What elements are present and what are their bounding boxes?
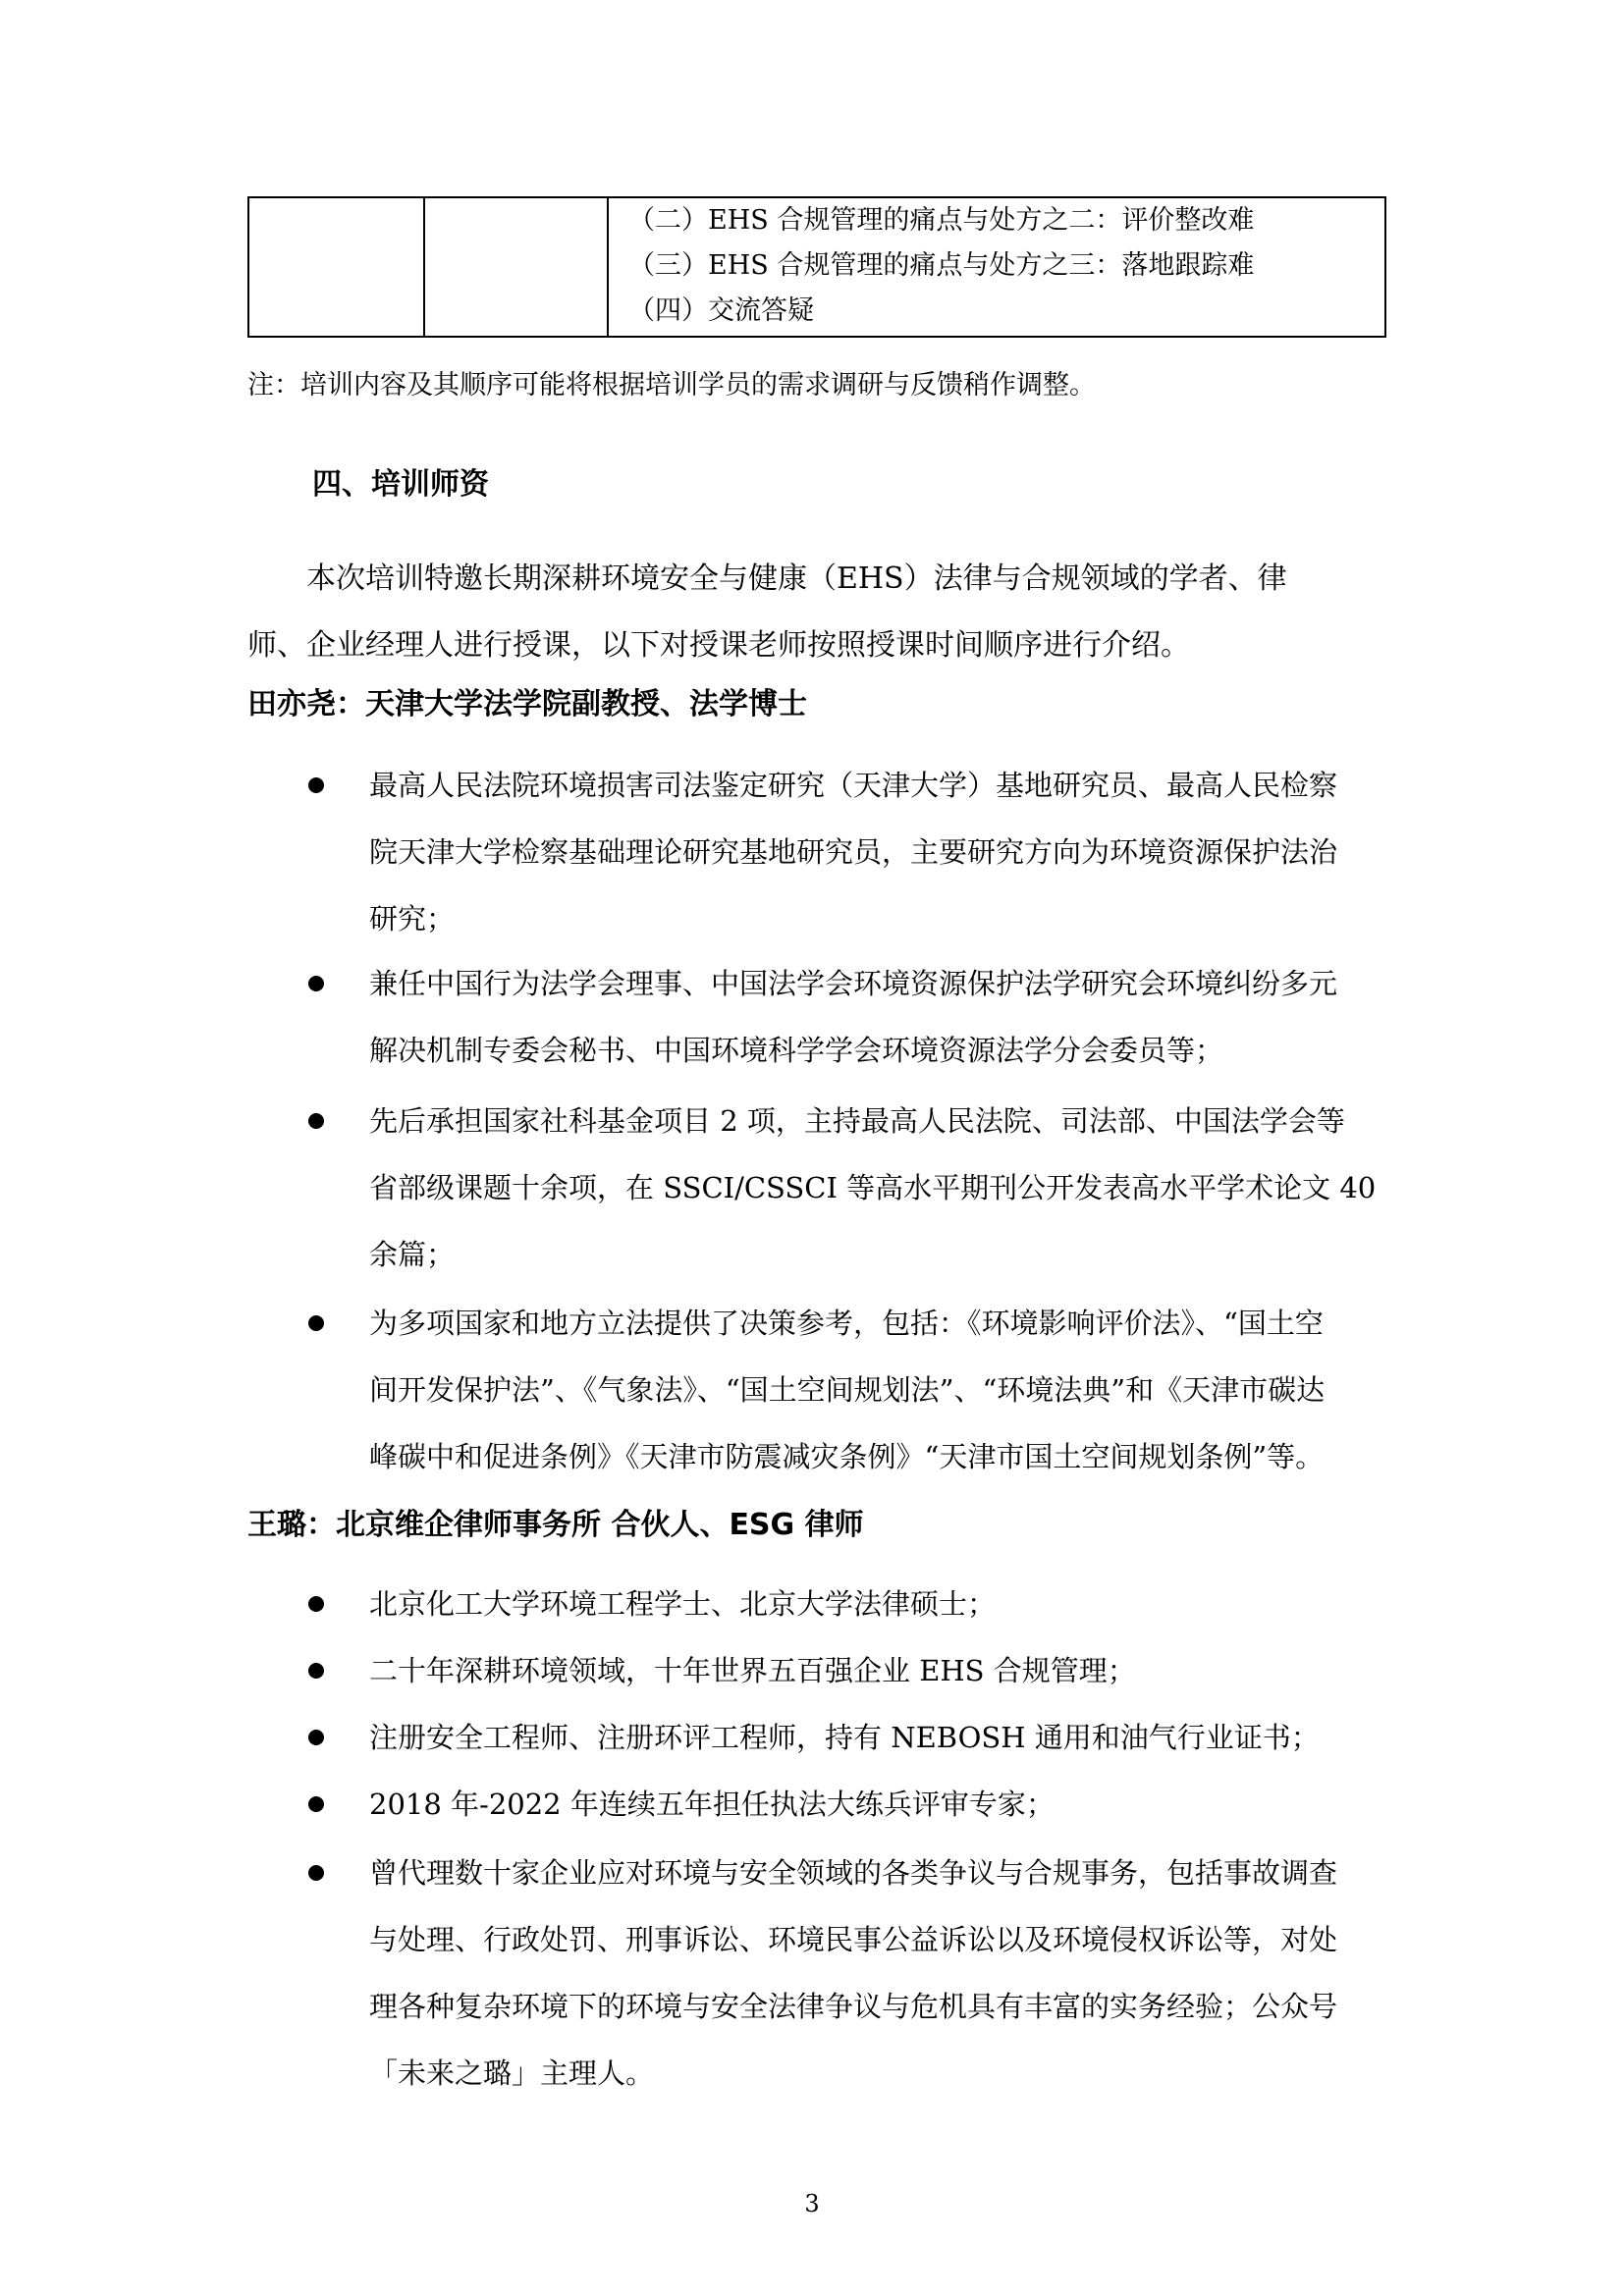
bullet-line: 最高人民法院环境损害司法鉴定研究（天津大学）基地研究员、最高人民检察: [369, 769, 1338, 802]
bullet-text: [369, 1290, 1390, 1490]
bullet-item: [247, 1771, 1396, 1840]
bullet-line: 与处理、行政处罚、刑事诉讼、环境民事公益诉讼以及环境侵权诉讼等，对处: [369, 1923, 1338, 1956]
bullet-text: [369, 950, 1390, 1084]
table-cell-empty-1: [248, 197, 424, 337]
bullet-line: 曾代理数十家企业应对环境与安全领域的各类争议与合规事务，包括事故调查: [369, 1856, 1338, 1890]
bullet-dot-icon: [308, 1730, 324, 1745]
bullet-line: 「未来之璐」主理人。: [369, 2056, 655, 2090]
bullet-line: 注册安全工程师、注册环评工程师，持有 NEBOSH 通用和油气行业证书；: [369, 1721, 1320, 1754]
bullet-text: [369, 1840, 1390, 2107]
bullet-dot-icon: [308, 1596, 324, 1612]
bullet-text: [369, 1771, 1390, 1838]
bullet-item: [247, 1571, 1396, 1639]
bullet-item: [247, 1290, 1396, 1496]
schedule-table-fragment: [247, 196, 1386, 338]
bullet-line: 院天津大学检察基础理论研究基地研究员，主要研究方向为环境资源保护法治: [369, 835, 1338, 869]
bullet-item: [247, 1637, 1396, 1706]
bullet-text: [369, 1088, 1390, 1288]
teacher-heading: 王璐：北京维企律师事务所 合伙人、ESG 律师: [247, 1508, 864, 1542]
bullet-dot-icon: [308, 1113, 324, 1129]
intro-line: 师、企业经理人进行授课，以下对授课老师按照授课时间顺序进行介绍。: [247, 628, 1190, 663]
bullet-line: 余篇；: [369, 1238, 456, 1271]
table-row: [248, 197, 1385, 337]
intro-paragraph: [247, 546, 1386, 679]
bullet-item: [247, 1704, 1396, 1773]
table-content-line: （三）EHS 合规管理的痛点与处方之三：落地跟踪难: [628, 250, 1255, 281]
bullet-line: 兼任中国行为法学会理事、中国法学会环境资源保护法学研究会环境纠纷多元: [369, 967, 1338, 1000]
page-number: 3: [804, 2190, 820, 2217]
bullet-text: [369, 1704, 1390, 1771]
bullet-line: 二十年深耕环境领域，十年世界五百强企业 EHS 合规管理；: [369, 1654, 1136, 1687]
bullet-text: [369, 752, 1390, 952]
bullet-dot-icon: [308, 976, 324, 991]
bullet-line: 省部级课题十余项，在 SSCI/CSSCI 等高水平期刊公开发表高水平学术论文 40: [369, 1171, 1377, 1204]
bullet-line: 峰碳中和促进条例》《天津市防震减灾条例》“天津市国土空间规划条例”等。: [369, 1440, 1325, 1473]
bullet-text: [369, 1637, 1390, 1704]
table-cell-empty-2: [424, 197, 608, 337]
bullet-dot-icon: [308, 777, 324, 793]
intro-line: 本次培训特邀长期深耕环境安全与健康（EHS）法律与合规领域的学者、律: [306, 561, 1287, 596]
bullet-text: [369, 1571, 1390, 1637]
bullet-line: 研究；: [369, 902, 456, 935]
bullet-line: 为多项国家和地方立法提供了决策参考，包括：《环境影响评价法》、“国土空: [369, 1307, 1324, 1340]
bullet-line: 2018 年-2022 年连续五年担任执法大练兵评审专家；: [369, 1788, 1055, 1821]
bullet-dot-icon: [308, 1663, 324, 1679]
bullet-line: 解决机制专委会秘书、中国环境科学学会环境资源法学分会委员等；: [369, 1034, 1224, 1067]
bullet-dot-icon: [308, 1315, 324, 1331]
table-content-line: （四）交流答疑: [628, 295, 814, 326]
bullet-item: [247, 752, 1396, 958]
bullet-line: 先后承担国家社科基金项目 2 项，主持最高人民法院、司法部、中国法学会等: [369, 1104, 1345, 1138]
bullet-item: [247, 950, 1396, 1088]
bullet-item: [247, 1088, 1396, 1294]
bullet-item: [247, 1840, 1396, 2114]
section-title: 四、培训师资: [312, 467, 489, 502]
bullet-line: 北京化工大学环境工程学士、北京大学法律硕士；: [369, 1587, 997, 1621]
bullet-dot-icon: [308, 1796, 324, 1812]
bullet-line: 理各种复杂环境下的环境与安全法律争议与危机具有丰富的实务经验；公众号: [369, 1990, 1338, 2023]
table-cell-content: [608, 197, 1385, 337]
bullet-dot-icon: [308, 1865, 324, 1881]
teacher-heading: 田亦尧：天津大学法学院副教授、法学博士: [247, 687, 807, 721]
table-content-line: （二）EHS 合规管理的痛点与处方之二：评价整改难: [628, 205, 1255, 236]
training-note: 注：培训内容及其顺序可能将根据培训学员的需求调研与反馈稍作调整。: [247, 370, 1096, 400]
bullet-line: 间开发保护法”、《气象法》、“国土空间规划法”、“环境法典”和《天津市碳达: [369, 1373, 1326, 1407]
